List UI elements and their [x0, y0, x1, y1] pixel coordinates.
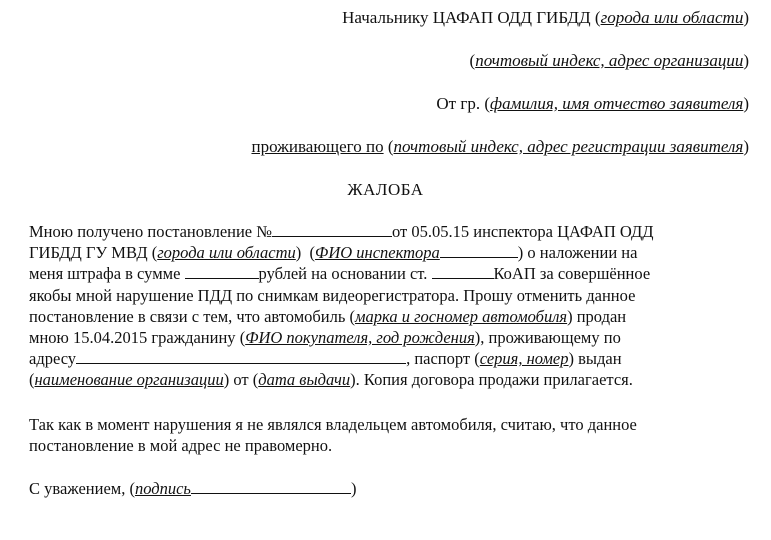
passport-field: серия, номер [479, 349, 569, 369]
body-line-7: адресу , паспорт (серия, номер) выдан [29, 349, 622, 369]
closing [29, 478, 754, 499]
buyer-address-blank [76, 349, 406, 364]
body-line-3: меня штрафа в сумме рублей на основании ст. КоАП за совершённое [29, 264, 651, 284]
regards-text: С уважением, [29, 479, 126, 498]
body-line-4: якобы мной нарушение ПДД по снимкам видеорегистратора. Прошу отменить данное [29, 285, 636, 305]
header-addressee: Начальнику ЦАФАП ОДД ГИБДД (города или области) [342, 8, 749, 27]
body-line-8: (наименование организации) от (дата выдачи). Копия договора продажи прилагается. [29, 370, 633, 390]
addressee-city: города или области [600, 8, 744, 27]
header-from: От гр. (фамилия, имя отчество заявителя) [436, 94, 749, 113]
body-line-1: Мною получено постановление № от 05.05.15 инспектора ЦАФАП ОДД [29, 222, 654, 241]
reason-line-2: постановление в мой адрес не правомерно. [29, 436, 333, 456]
complaint-body [29, 221, 754, 391]
residing-prefix: проживающего по [251, 137, 384, 156]
from-prefix: От гр. [436, 94, 481, 113]
closing-line: С уважением, (подпись ) [29, 479, 357, 498]
inspector-blank [440, 243, 518, 258]
signature-field: подпись [134, 479, 191, 498]
header-address: (почтовый индекс, адрес организации) [469, 51, 749, 70]
applicant-address: почтовый индекс, адрес регистрации заявителя [393, 137, 744, 156]
inspector-field: ФИО инспектора [315, 243, 440, 263]
organization-address: почтовый индекс, адрес организации [475, 51, 744, 70]
article-blank [432, 264, 494, 279]
issue-date-field: дата выдачи [258, 370, 351, 390]
body-line-6: мною 15.04.2015 гражданину (ФИО покупателя, год рождения), проживающему по [29, 327, 621, 347]
reason-paragraph [29, 414, 754, 456]
decision-number-blank [272, 222, 392, 237]
body-line-5: постановление в связи с тем, что автомобиль (марка и госномер автомобиля) продан [29, 306, 627, 326]
document-title: ЖАЛОБА [347, 180, 424, 199]
fine-amount-blank [185, 264, 259, 279]
addressee-prefix: Начальнику ЦАФАП ОДД ГИБДД [342, 8, 591, 27]
car-field: марка и госномер автомобиля [355, 306, 568, 326]
body-line-2: ГИБДД ГУ МВД (города или области) (ФИО инспектора ) о наложении на [29, 243, 638, 263]
signature-blank [191, 479, 351, 494]
reason-line-1: Так как в момент нарушения я не являлся владельцем автомобиля, считаю, что данное [29, 415, 637, 434]
header-residing: проживающего по (почтовый индекс, адрес регистрации заявителя) [251, 137, 749, 156]
city-field: города или области [157, 243, 296, 263]
applicant-name: фамилия, имя отчество заявителя [490, 94, 744, 113]
buyer-field: ФИО покупателя, год рождения [245, 327, 475, 347]
organization-field: наименование организации [34, 370, 224, 390]
